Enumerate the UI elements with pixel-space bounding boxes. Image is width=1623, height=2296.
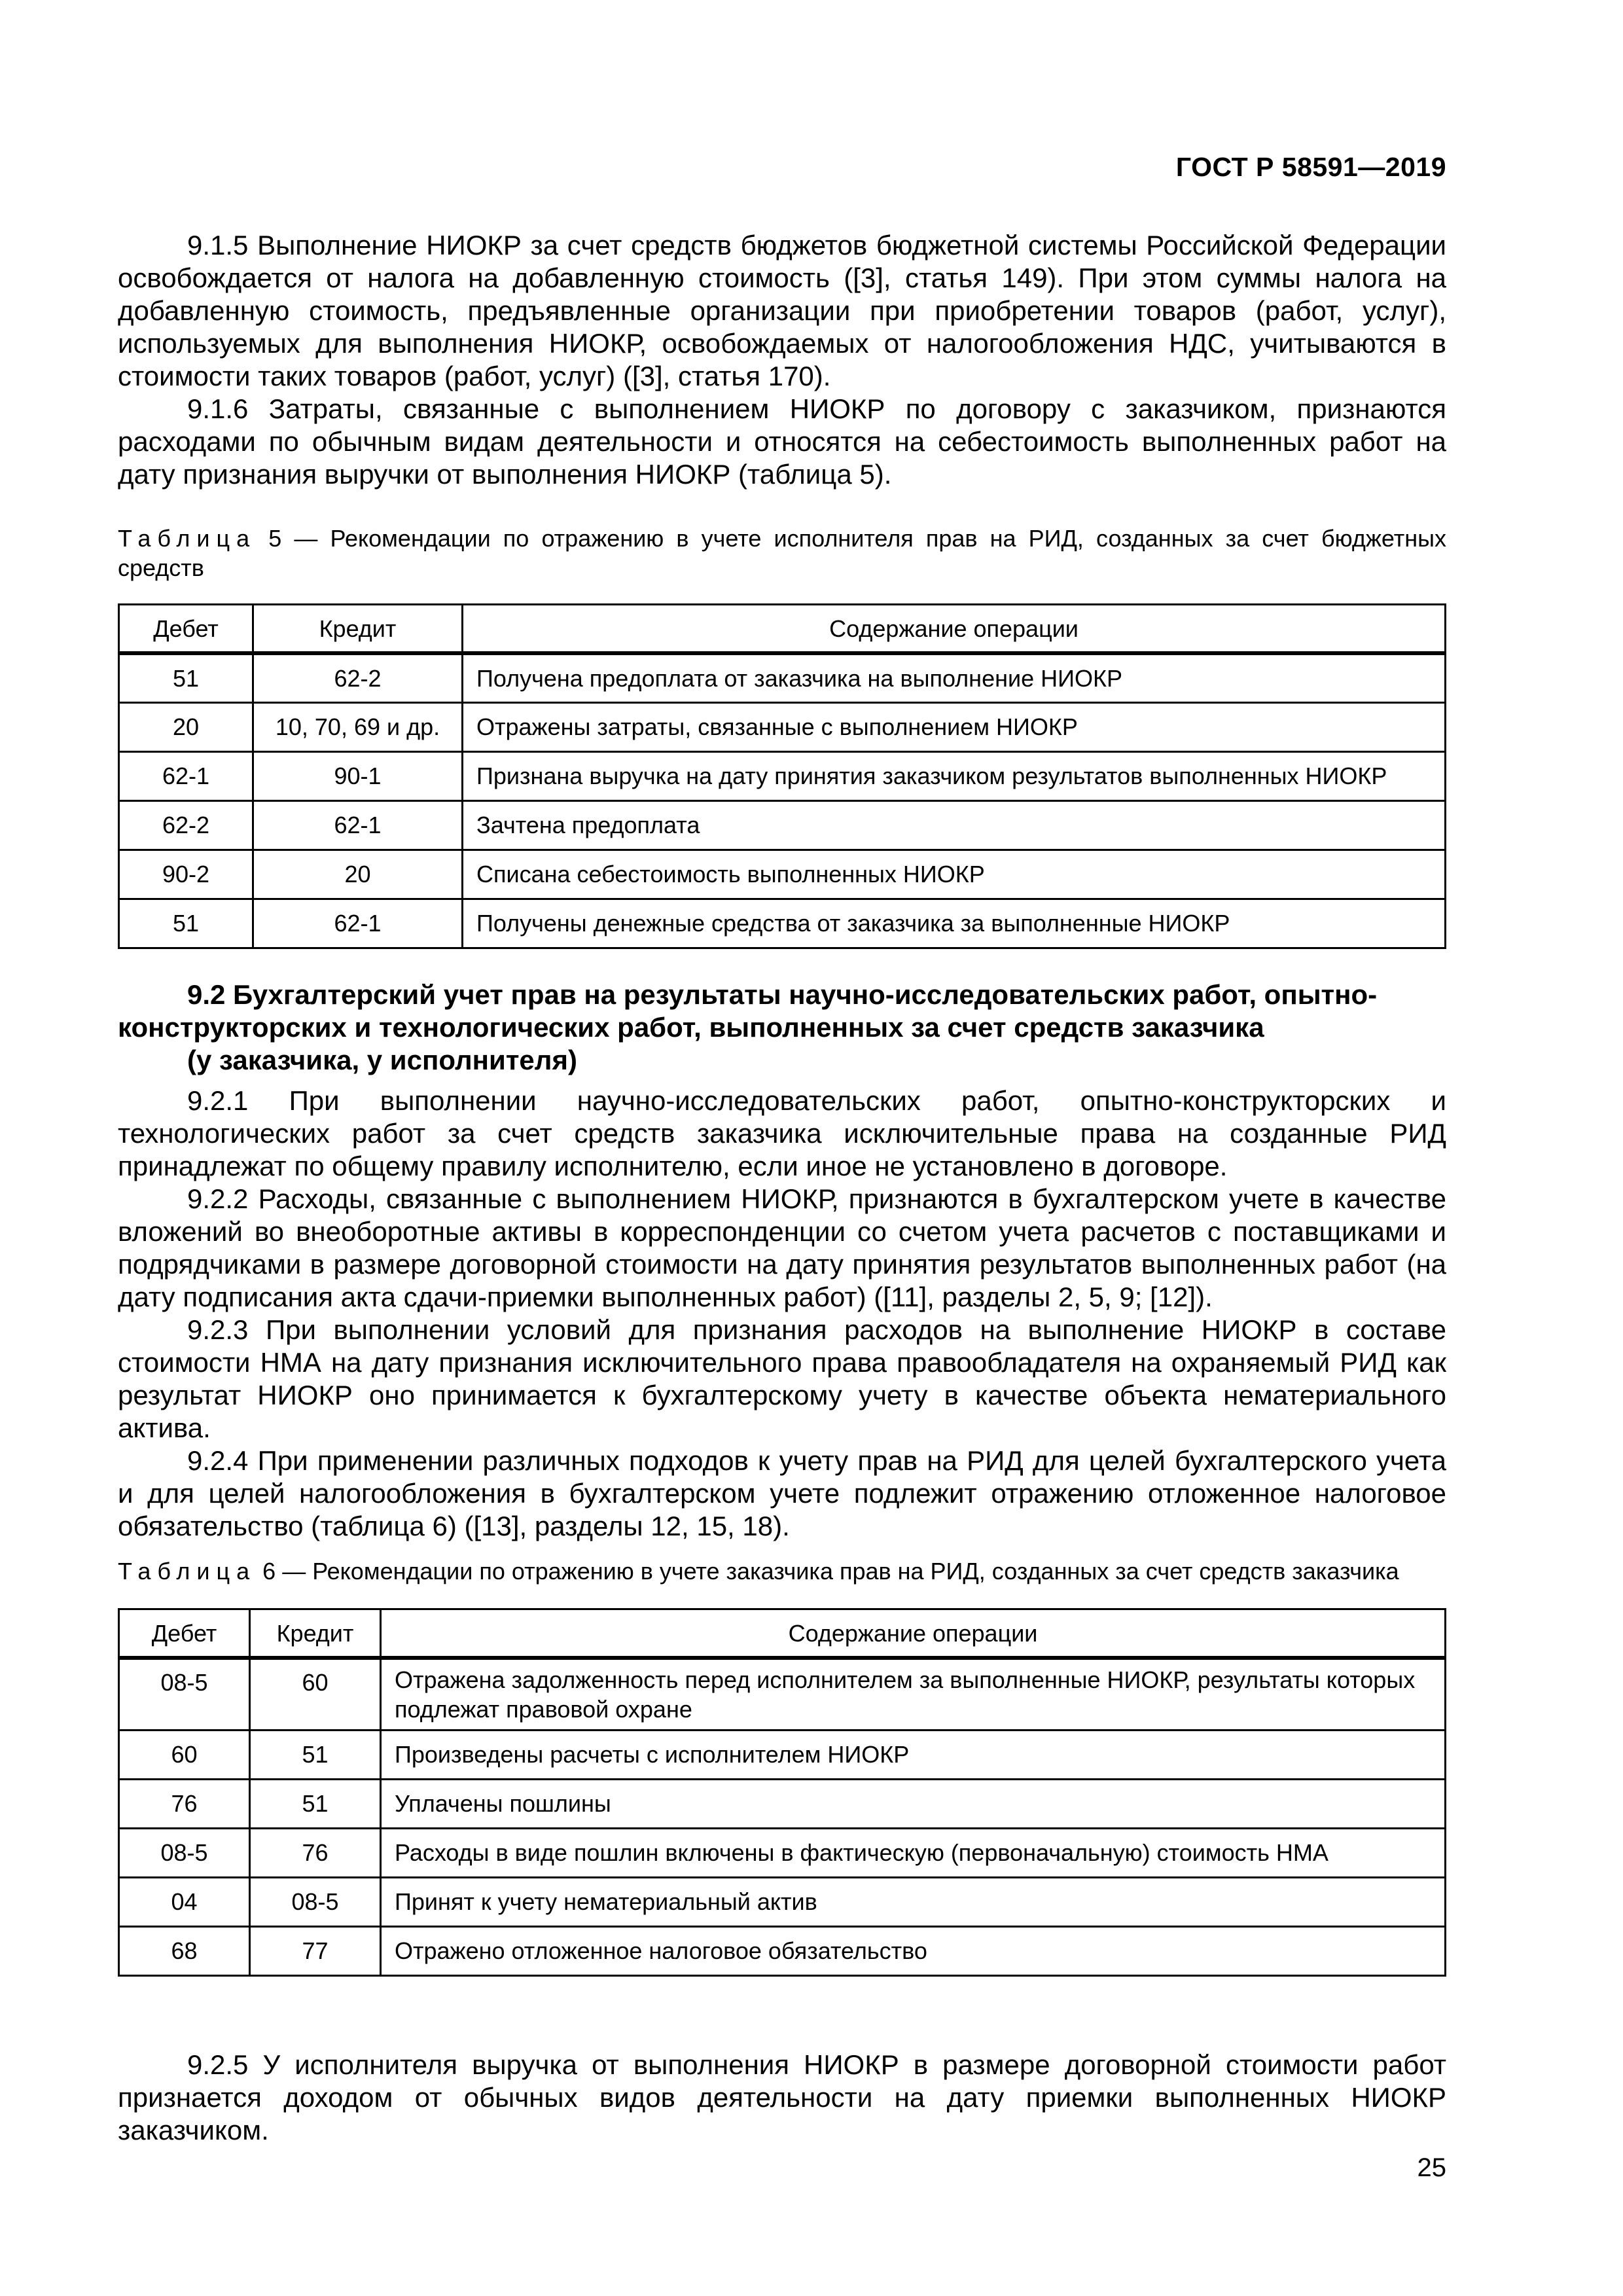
table5-cell-description: Признана выручка на дату принятия заказчиком результатов выполненных НИОКР: [463, 751, 1446, 800]
table-row: [119, 899, 1446, 948]
table5-header-description: Содержание операции: [463, 605, 1446, 654]
table-row: [119, 653, 1446, 702]
table6-header-debit: Дебет: [119, 1609, 250, 1659]
table6-cell-debit: 04: [119, 1877, 250, 1926]
table-row: [119, 850, 1446, 899]
table6-caption-label: Таблица: [118, 1558, 257, 1585]
table5-caption: [118, 524, 1446, 583]
table5-cell-debit: 62-1: [119, 751, 253, 800]
table-row: [119, 751, 1446, 800]
paragraph-9-2-4: 9.2.4 При применении различных подходов к учету прав на РИД для целей бухгалтерского учета и для целей налогообложения в бухгалтерском учете подлежит отражению отложенное налоговое обязательство (таблица 6) ([13], разделы 12, 15, 18).: [118, 1445, 1446, 1541]
table-row: [119, 1658, 1446, 1730]
table6-caption-text: 6 — Рекомендации по отражению в учете заказчика прав на РИД, созданных за счет средств заказчика: [262, 1558, 1399, 1585]
table5-cell-credit: 90-1: [253, 751, 463, 800]
table6-cell-credit: 51: [250, 1730, 381, 1779]
table-6: [118, 1608, 1446, 1977]
table5-cell-credit: 62-2: [253, 653, 463, 702]
table6-cell-credit: 60: [250, 1658, 381, 1730]
table5-header-row: [119, 605, 1446, 654]
table5-cell-credit: 10, 70, 69 и др.: [253, 702, 463, 751]
section-title-line-2: конструкторских и технологических работ, выполненных за счет средств заказчика: [118, 1012, 1264, 1043]
table6-cell-description: Уплачены пошлины: [381, 1779, 1446, 1828]
table6-cell-description: Принят к учету нематериальный актив: [381, 1877, 1446, 1926]
table6-cell-debit: 08-5: [119, 1828, 250, 1877]
table5-cell-description: Зачтена предоплата: [463, 800, 1446, 850]
table6-caption: [118, 1556, 1446, 1586]
document-code: ГОСТ Р 58591—2019: [1175, 152, 1446, 182]
table5-cell-debit: 51: [119, 899, 253, 948]
table6-cell-description: Расходы в виде пошлин включены в фактическую (первоначальную) стоимость НМА: [381, 1828, 1446, 1877]
table6-cell-debit: 68: [119, 1926, 250, 1975]
page-number: 25: [1417, 2153, 1446, 2182]
paragraph-9-2-2: 9.2.2 Расходы, связанные с выполнением НИОКР, признаются в бухгалтерском учете в качестве вложений во внеоборотные активы в корреспонденции со счетом учета расчетов с поставщиками и подрядчиками в размере договорной стоимости на дату принятия результатов выполненных работ (на дату подписания акта сдачи-приемки выполненных работ) ([11], разделы 2, 5, 9; [12]).: [118, 1183, 1446, 1312]
paragraph-9-1-5: 9.1.5 Выполнение НИОКР за счет средств бюджетов бюджетной системы Российской Федерации освобождается от налога на добавленную стоимость ([3], статья 149). При этом суммы налога на добавленную стоимость, предъявленные организации при приобретении товаров (работ, услуг), используемых для выполнения НИОКР, освобождаемых от налогообложения НДС, учитываются в стоимости таких товаров (работ, услуг) ([3], статья 170).: [118, 230, 1446, 391]
section-title-line-3: (у заказчика, у исполнителя): [187, 1045, 577, 1075]
table5-cell-credit: 20: [253, 850, 463, 899]
table-5: [118, 603, 1446, 949]
table6-cell-description: Отражена задолженность перед исполнителем за выполненные НИОКР, результаты которых подлежат правовой охране: [381, 1658, 1446, 1730]
paragraph-9-2-3: 9.2.3 При выполнении условий для признания расходов на выполнение НИОКР в составе стоимости НМА на дату признания исключительного права правообладателя на охраняемый РИД как результат НИОКР оно принимается к бухгалтерскому учету в качестве объекта нематериального актива.: [118, 1314, 1446, 1443]
table6-cell-debit: 76: [119, 1779, 250, 1828]
table6-cell-debit: 60: [119, 1730, 250, 1779]
table5-cell-description: Получена предоплата от заказчика на выполнение НИОКР: [463, 653, 1446, 702]
table6-cell-credit: 76: [250, 1828, 381, 1877]
intro-text: [118, 229, 1446, 491]
table6-cell-credit: 08-5: [250, 1877, 381, 1926]
paragraph-9-1-6: 9.1.6 Затраты, связанные с выполнением НИОКР по договору с заказчиком, признаются расходами по обычным видам деятельности и относятся на себестоимость выполненных работ на дату признания выручки от выполнения НИОКР (таблица 5).: [118, 393, 1446, 490]
table6-cell-description: Произведены расчеты с исполнителем НИОКР: [381, 1730, 1446, 1779]
table-row: [119, 1730, 1446, 1779]
table5-caption-text: 5 — Рекомендации по отражению в учете исполнителя прав на РИД, созданных за счет бюджетных средств: [118, 525, 1446, 581]
table5-header-credit: Кредит: [253, 605, 463, 654]
table-row: [119, 1926, 1446, 1975]
paragraph-9-2-1: 9.2.1 При выполнении научно-исследовательских работ, опытно-конструкторских и технологических работ за счет средств заказчика исключительные права на созданные РИД принадлежат по общему правилу исполнителю, если иное не установлено в договоре.: [118, 1085, 1446, 1181]
table5-cell-credit: 62-1: [253, 899, 463, 948]
table5-cell-debit: 51: [119, 653, 253, 702]
table5-cell-description: Отражены затраты, связанные с выполнением НИОКР: [463, 702, 1446, 751]
table-row: [119, 702, 1446, 751]
table6-header-credit: Кредит: [250, 1609, 381, 1659]
table-row: [119, 1779, 1446, 1828]
table6-header-description: Содержание операции: [381, 1609, 1446, 1659]
section-title-line-1: 9.2 Бухгалтерский учет прав на результаты научно-исследовательских работ, опытно-: [187, 979, 1378, 1010]
table6-cell-credit: 51: [250, 1779, 381, 1828]
table5-cell-description: Получены денежные средства от заказчика за выполненные НИОКР: [463, 899, 1446, 948]
table6-header-row: [119, 1609, 1446, 1659]
table5-cell-credit: 62-1: [253, 800, 463, 850]
table6-cell-debit: 08-5: [119, 1658, 250, 1730]
table5-cell-debit: 20: [119, 702, 253, 751]
table6-cell-credit: 77: [250, 1926, 381, 1975]
table5-cell-description: Списана себестоимость выполненных НИОКР: [463, 850, 1446, 899]
table-row: [119, 800, 1446, 850]
table-row: [119, 1828, 1446, 1877]
table5-cell-debit: 62-2: [119, 800, 253, 850]
section-9-2: [118, 978, 1446, 1543]
table5-caption-label: Таблица: [118, 525, 257, 552]
table5-cell-debit: 90-2: [119, 850, 253, 899]
table5-header-debit: Дебет: [119, 605, 253, 654]
table-row: [119, 1877, 1446, 1926]
table6-cell-description: Отражено отложенное налоговое обязательство: [381, 1926, 1446, 1975]
paragraph-9-2-5: 9.2.5 У исполнителя выручка от выполнения НИОКР в размере договорной стоимости работ признается доходом от обычных видов деятельности на дату приемки выполненных НИОКР заказчиком.: [118, 2049, 1446, 2145]
closing-text: [118, 2049, 1446, 2147]
